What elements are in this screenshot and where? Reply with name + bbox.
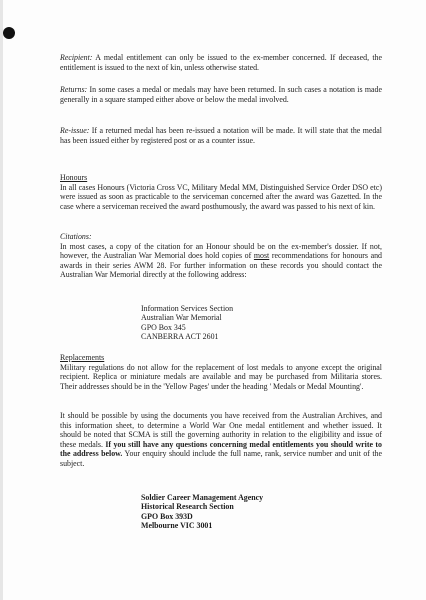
awm-address-line: Information Services Section — [141, 304, 234, 313]
reissue-text: If a returned medal has been re-issued a notation will be made. It will state that the medal has been issued either by registered post or as a counter issue. — [60, 126, 382, 145]
honours-text: In all cases Honours (Victoria Cross VC, Military Medal MM, Distinguished Service Order DSO etc) were issued as soon as practicable to the serviceman concerned after the award was Gazetted. In the case where a serviceman received the award posthumously, the award was passed to his next of kin. — [60, 182, 382, 211]
returns-paragraph — [60, 85, 382, 104]
recipient-lead: Recipient: — [60, 53, 93, 62]
citations-section — [60, 232, 382, 280]
returns-lead: Returns: — [60, 85, 88, 94]
returns-text: In some cases a medal or medals may have been returned. In such cases a notation is made generally in a square stamped either above or below the medal involved. — [60, 85, 382, 104]
scma-address — [141, 493, 263, 530]
citations-emphasis: most — [253, 251, 270, 260]
honours-section — [60, 173, 382, 211]
citations-text — [60, 242, 382, 280]
page-edge-shadow — [0, 0, 3, 600]
citations-text-before: In most cases, a copy of the citation for an Honour should be on the ex-member's dossier. If not, however, the Australian War Memorial does hold copies of — [60, 241, 382, 260]
replacements-heading: Replacements — [60, 353, 105, 362]
closing-text: It should be possible by using the documents you have received from the Australian Archives, and this information sheet, to determine a World War One medal entitlement and whether issued. It should be noted that SCMA is still the governing authority in relation to the eligibility and issue of these medals. — [60, 411, 382, 449]
honours-heading: Honours — [60, 173, 88, 182]
closing-text-after: Your enquiry should include the full name, rank, service number and unit of the subject. — [60, 449, 382, 468]
closing-paragraph — [60, 411, 382, 468]
scma-address-line: GPO Box 393D — [141, 511, 193, 521]
awm-address-line: Australian War Memorial — [141, 313, 222, 323]
scma-address-line: Historical Research Section — [141, 502, 234, 512]
citations-heading: Citations: — [60, 232, 92, 241]
citations-text-after: recommendations for honours and awards in their series AWM 28. For further information on these records you should contact the Australian War Memorial directly at the following address: — [60, 251, 382, 279]
awm-address-line: GPO Box 345 — [141, 322, 186, 332]
punch-hole — [3, 27, 15, 39]
recipient-text: A medal entitlement can only be issued to the ex-member concerned. If deceased, the entitlement is issued to the next of kin, unless otherwise stated. — [60, 53, 382, 72]
scma-address-line: Melbourne VIC 3001 — [141, 520, 213, 530]
scma-address-line: Soldier Career Management Agency — [141, 493, 264, 502]
replacements-section — [60, 353, 382, 391]
closing-bold: If you still have any questions concerning medal entitlements you should write to the address below. — [60, 439, 382, 458]
reissue-paragraph — [60, 126, 382, 145]
awm-address-line: CANBERRA ACT 2601 — [141, 331, 219, 341]
awm-address — [141, 304, 233, 341]
recipient-paragraph — [60, 53, 382, 72]
reissue-lead: Re-issue: — [60, 126, 90, 135]
replacements-text: Military regulations do not allow for the replacement of lost medals to anyone except the original recipient. Replica or miniature medals are available and may be purchased from Militaria stores. Their addresses should be in the 'Yellow Pages' under the heading ' Medals or Medal Mounting'. — [60, 362, 382, 391]
